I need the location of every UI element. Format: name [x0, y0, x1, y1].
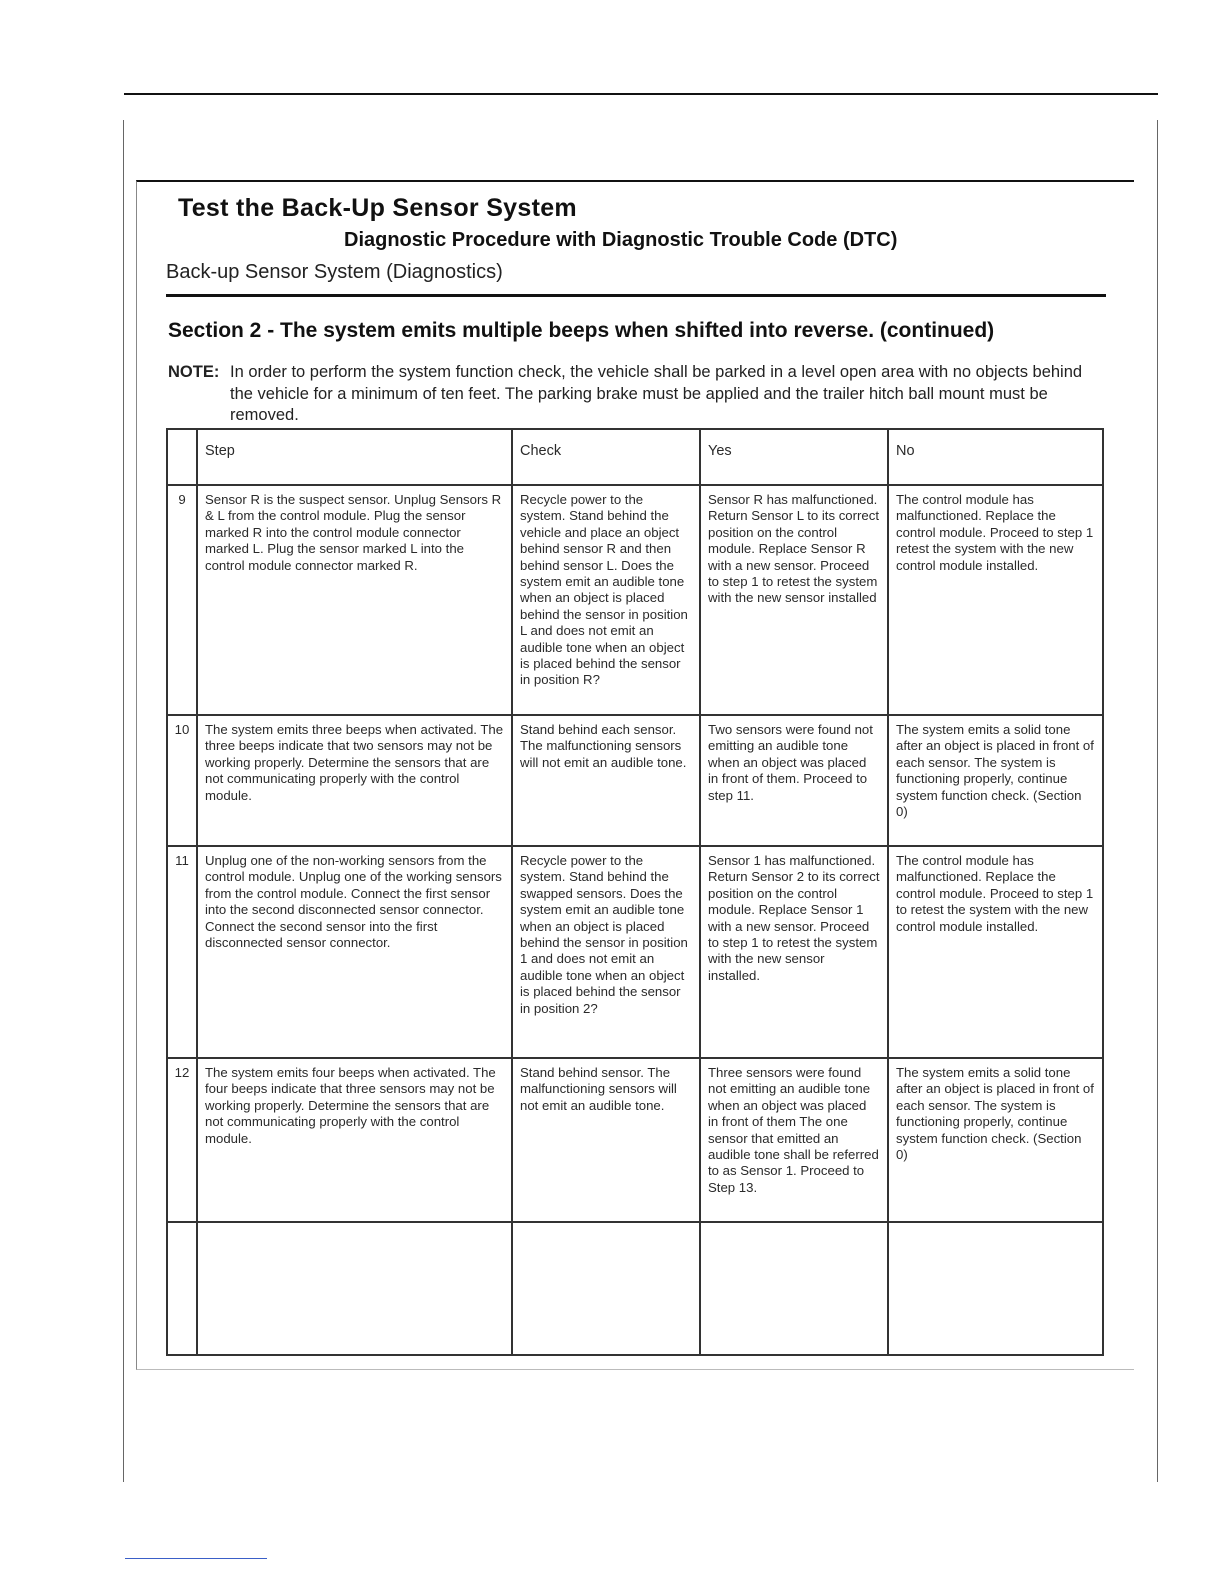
diagnostic-steps-table — [166, 428, 1104, 1356]
yes-cell: Sensor 1 has malfunctioned. Return Sensor 2 to its correct position on the control module. Replace Sensor 1 with a new sensor. Proceed to step 1 to retest the system with the new sensor installed. — [700, 846, 888, 1058]
step-cell: Unplug one of the non-working sensors from the control module. Unplug one of the working sensors from the control module. Connect the first sensor into the second disconnected sensor connector. Connect the second sensor into the first disconnected sensor connector. — [197, 846, 512, 1058]
step-number: 12 — [167, 1058, 197, 1222]
page-left-margin-line — [123, 120, 124, 1482]
no-cell: The control module has malfunctioned. Replace the control module. Proceed to step 1 to retest the system with the new control module installed. — [888, 846, 1103, 1058]
check-cell: Recycle power to the system. Stand behind the vehicle and place an object behind sensor R and then behind sensor L. Does the system emit an audible tone when an object is placed behind the sensor in position L and does not emit an audible tone when an object is placed behind the sensor in position R? — [512, 485, 700, 715]
check-cell — [512, 1222, 700, 1355]
step-cell — [197, 1222, 512, 1355]
no-cell — [888, 1222, 1103, 1355]
step-number: 9 — [167, 485, 197, 715]
table-row — [167, 715, 1103, 846]
note-text: In order to perform the system function check, the vehicle shall be parked in a level open area with no objects behind the vehicle for a minimum of ten feet. The parking brake must be applied and the trailer hitch ball mount must be removed. — [230, 363, 1083, 424]
footer-link-underline — [125, 1558, 267, 1559]
table-row — [167, 1058, 1103, 1222]
yes-cell: Sensor R has malfunctioned. Return Sensor L to its correct position on the control module. Replace Sensor R with a new sensor. Proceed to step 1 to retest the system with the new sensor installed — [700, 485, 888, 715]
header-yes: Yes — [700, 429, 888, 485]
header-num — [167, 429, 197, 485]
no-cell: The system emits a solid tone after an object is placed in front of each sensor. The system is functioning properly, continue system function check. (Section 0) — [888, 715, 1103, 846]
header-no: No — [888, 429, 1103, 485]
check-cell: Recycle power to the system. Stand behind the swapped sensors. Does the system emit an audible tone when an object is placed behind the sensor in position 1 and does not emit an audible tone when an object is placed behind the sensor in position 2? — [512, 846, 700, 1058]
page-right-margin-line — [1157, 120, 1158, 1482]
header-divider — [166, 294, 1106, 297]
check-cell: Stand behind sensor. The malfunctioning sensors will not emit an audible tone. — [512, 1058, 700, 1222]
step-cell: Sensor R is the suspect sensor. Unplug Sensors R & L from the control module. Plug the sensor marked R into the control module connector marked L. Plug the sensor marked L into the control module connector marked R. — [197, 485, 512, 715]
yes-cell: Two sensors were found not emitting an audible tone when an object was placed in front of them. Proceed to step 11. — [700, 715, 888, 846]
table-row — [167, 846, 1103, 1058]
table-row — [167, 485, 1103, 715]
step-number: 10 — [167, 715, 197, 846]
yes-cell: Three sensors were found not emitting an audible tone when an object was placed in front of them The one sensor that emitted an audible tone shall be referred to as Sensor 1. Proceed to Step 13. — [700, 1058, 888, 1222]
page-subtitle: Diagnostic Procedure with Diagnostic Trouble Code (DTC) — [344, 229, 898, 251]
header-step: Step — [197, 429, 512, 485]
step-number — [167, 1222, 197, 1355]
check-cell: Stand behind each sensor. The malfunctioning sensors will not emit an audible tone. — [512, 715, 700, 846]
step-number: 11 — [167, 846, 197, 1058]
section-title: Section 2 - The system emits multiple beeps when shifted into reverse. (continued) — [168, 319, 995, 342]
page-top-rule — [124, 93, 1158, 95]
table-header-row — [167, 429, 1103, 485]
table-row-empty — [167, 1222, 1103, 1355]
yes-cell — [700, 1222, 888, 1355]
breadcrumb: Back-up Sensor System (Diagnostics) — [166, 261, 503, 283]
no-cell: The system emits a solid tone after an object is placed in front of each sensor. The system is functioning properly, continue system function check. (Section 0) — [888, 1058, 1103, 1222]
step-cell: The system emits three beeps when activated. The three beeps indicate that two sensors may not be working properly. Determine the sensors that are not communicating properly with the control module. — [197, 715, 512, 846]
step-cell: The system emits four beeps when activated. The four beeps indicate that three sensors may not be working properly. Determine the sensors that are not communicating properly with the control module. — [197, 1058, 512, 1222]
no-cell: The control module has malfunctioned. Replace the control module. Proceed to step 1 retest the system with the new control module installed. — [888, 485, 1103, 715]
page-title: Test the Back-Up Sensor System — [178, 194, 577, 222]
header-check: Check — [512, 429, 700, 485]
note-label: NOTE: — [168, 363, 220, 381]
note-block — [168, 362, 1108, 427]
